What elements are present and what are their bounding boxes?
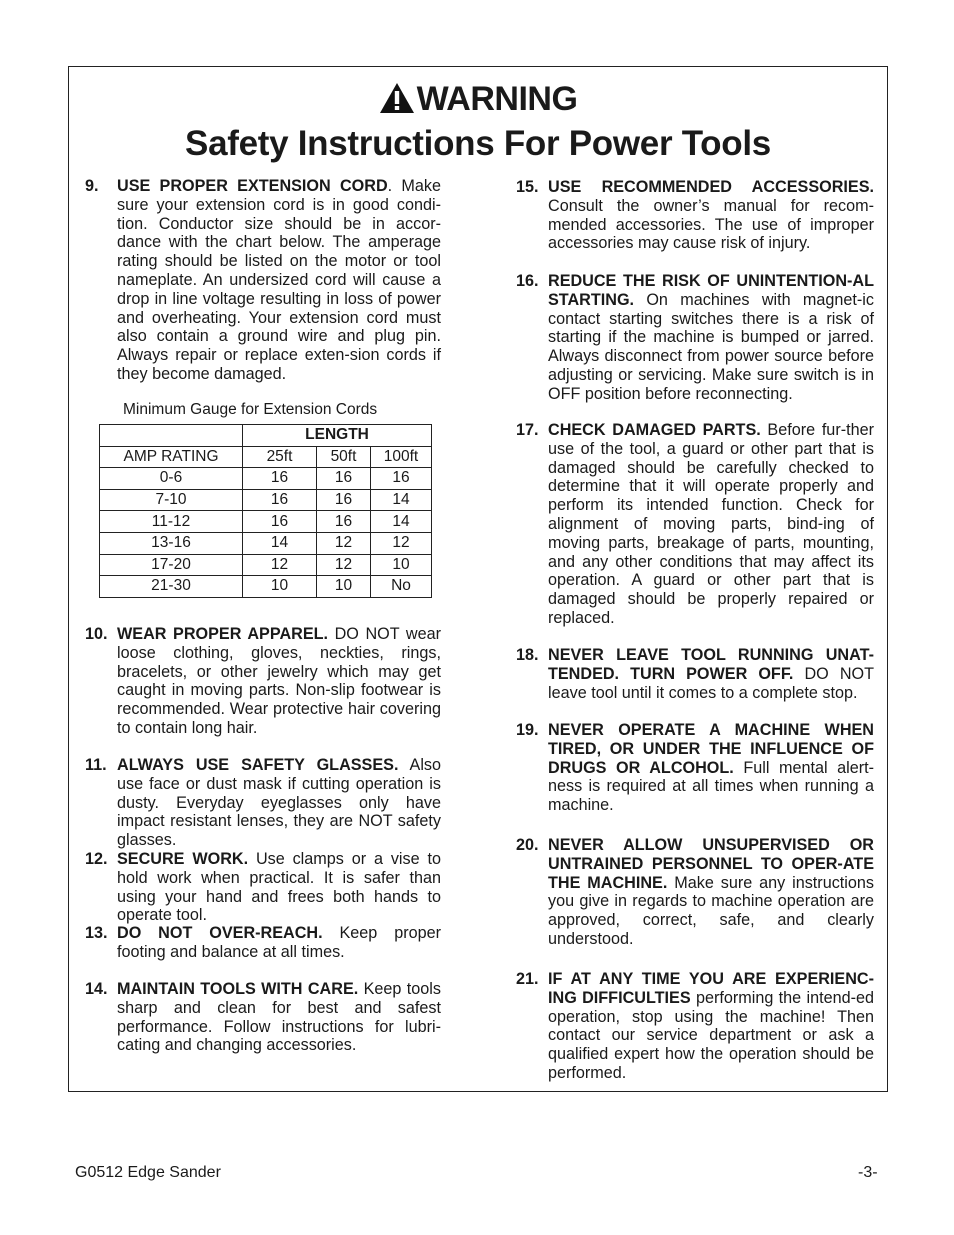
instruction-item-15: 15. USE RECOMMENDED ACCESSORIES. Consult the owner’s manual for recom-mended accessories. The use of improper accessories may cause risk of injury. xyxy=(516,178,874,253)
instruction-item-16: 16. REDUCE THE RISK OF UNINTENTION-AL STARTING. On machines with magnet-ic contact starting switches there is a risk of starting if the machine is bumped or jarred. Always disconnect from power source before adjusting or servicing. Make sure switch is in OFF position before reconnecting. xyxy=(516,272,874,403)
table-row: 17-20 12 12 10 xyxy=(100,554,432,576)
instruction-item-20: 20. NEVER ALLOW UNSUPERVISED OR UNTRAINED PERSONNEL TO OPER-ATE THE MACHINE. Make sure any instructions you give in regards to machine operation are approved, correct, safe, and clearly understood. xyxy=(516,836,874,948)
instruction-item-14: 14. MAINTAIN TOOLS WITH CARE. Keep tools sharp and clean for best and safest performance. Follow instructions for lubri-cating and changing accessories. xyxy=(85,980,441,1055)
instruction-item-9: 9. USE PROPER EXTENSION CORD. Make sure your extension cord is in good condi-tion. Conductor size should be in accor-dance with the chart below. The amperage rating should be listed on the motor or tool nameplate. An undersized cord will cause a drop in line voltage resulting in loss of power and overheating. Your extension cord must also contain a ground wire and plug pin. Always repair or replace exten-sion cords if they become damaged. xyxy=(85,177,441,383)
instruction-item-17: 17. CHECK DAMAGED PARTS. Before fur-ther use of the tool, a guard or other part that is damaged should be carefully checked to determine that it will operate properly and perform its intended function. Check for alignment of moving parts, bind-ing of moving parts, breakage of parts, mounting, and any other conditions that may affect its operation. A guard or other part that is damaged should be properly repaired or replaced. xyxy=(516,421,874,627)
instruction-item-21: 21. IF AT ANY TIME YOU ARE EXPERIENC-ING DIFFICULTIES performing the intend-ed operation, stop using the machine! Then contact our service department or ask a qualified expert how the operation should be performed. xyxy=(516,970,874,1082)
table-row: 21-30 10 10 No xyxy=(100,576,432,598)
instruction-item-19: 19. NEVER OPERATE A MACHINE WHEN TIRED, OR UNDER THE INFLUENCE OF DRUGS OR ALCOHOL. Full mental alert-ness is required at all times when running a machine. xyxy=(516,721,874,815)
instruction-item-10: 10. WEAR PROPER APPAREL. DO NOT wear loose clothing, gloves, neckties, rings, bracelets, or other jewelry which may get caught in moving parts. Non-slip footwear is recommended. Wear protective hair covering to contain long hair. xyxy=(85,625,441,737)
warning-label: WARNING xyxy=(416,80,578,118)
instruction-item-12: 12. SECURE WORK. Use clamps or a vise to hold work when practical. It is safer than using your hand and frees both hands to operate tool. xyxy=(85,850,441,925)
table-row: 13-16 14 12 12 xyxy=(100,532,432,554)
instruction-item-13: 13. DO NOT OVER-REACH. Keep proper footing and balance at all times. xyxy=(85,924,441,961)
warning-triangle-icon xyxy=(379,82,415,114)
instruction-item-18: 18. NEVER LEAVE TOOL RUNNING UNAT-TENDED. TURN POWER OFF. DO NOT leave tool until it comes to a complete stop. xyxy=(516,646,874,702)
warning-heading xyxy=(69,79,887,119)
warning-box xyxy=(68,66,888,1092)
page-title: Safety Instructions For Power Tools xyxy=(185,124,771,163)
instruction-item-11: 11. ALWAYS USE SAFETY GLASSES. Also use face or dust mask if cutting operation is dusty. Everyday eyeglasses only have impact resistant lenses, they are NOT safety glasses. xyxy=(85,756,442,850)
table-group-header-row xyxy=(100,425,432,447)
table-row: 11-12 16 16 14 xyxy=(100,511,432,533)
length-header: LENGTH xyxy=(243,425,432,447)
table-row: 7-10 16 16 14 xyxy=(100,489,432,511)
table-header-row: AMP RATING 25ft 50ft 100ft xyxy=(100,446,432,468)
table-caption: Minimum Gauge for Extension Cords xyxy=(123,401,378,418)
footer-model-name: G0512 Edge Sander xyxy=(75,1164,221,1181)
table-row: 0-6 16 16 16 xyxy=(100,468,432,490)
extension-cord-gauge-table xyxy=(99,424,432,598)
footer-page-number: -3- xyxy=(858,1164,878,1181)
